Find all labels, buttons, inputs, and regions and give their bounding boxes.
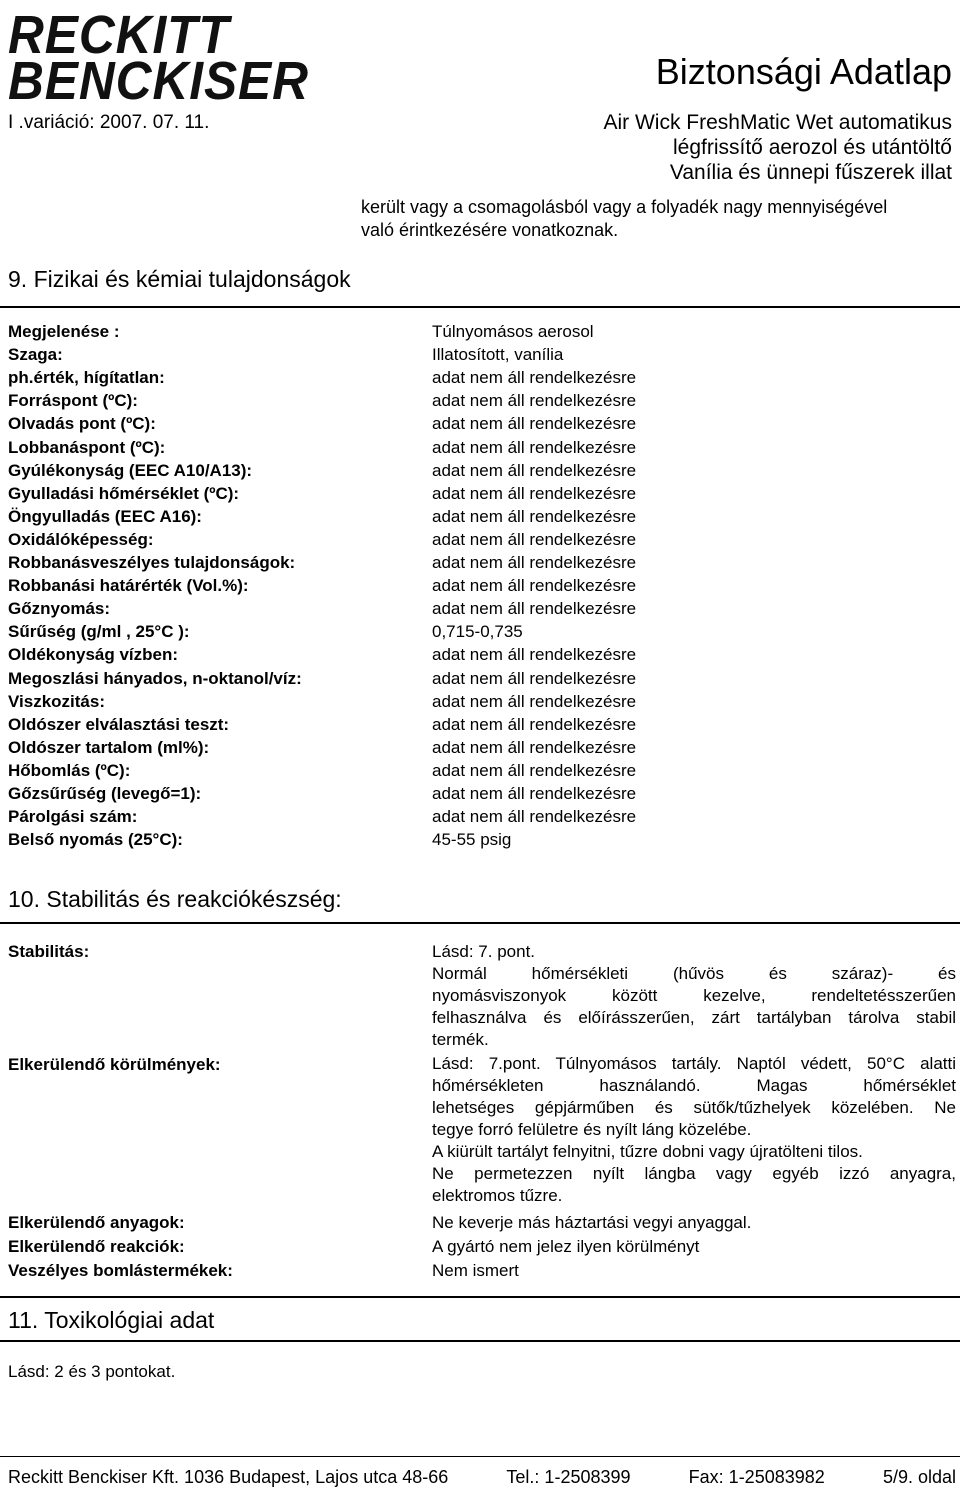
property-value: adat nem áll rendelkezésre — [432, 391, 637, 410]
section-9-title: 9. Fizikai és kémiai tulajdonságok — [8, 266, 351, 292]
property-value: adat nem áll rendelkezésre — [432, 368, 637, 387]
section-11-top-divider — [0, 1296, 960, 1298]
footer-address: Reckitt Benckiser Kft. 1036 Budapest, Lajos utca 48-66 — [8, 1467, 449, 1487]
avoid-conditions-line: lehetséges gépjárműben és sütők/tűzhelyek közelében. Ne — [432, 1098, 956, 1117]
property-label: Oxidálóképesség: — [8, 530, 154, 549]
section-11-text: Lásd: 2 és 3 pontokat. — [8, 1362, 176, 1381]
logo-line-1: RECKITT — [8, 5, 230, 65]
avoid-materials-value: Ne keverje más háztartási vegyi anyaggal. — [432, 1213, 752, 1232]
avoid-materials-label: Elkerülendő anyagok: — [8, 1213, 185, 1232]
property-value: 45-55 psig — [432, 830, 512, 849]
continuation-line: került vagy a csomagolásból vagy a folyadék nagy mennyiségével — [361, 197, 888, 217]
property-value: adat nem áll rendelkezésre — [432, 553, 637, 572]
stability-line: felhasználva és előírásszerűen, zárt tartályban tárolva stabil — [432, 1008, 956, 1027]
property-value: adat nem áll rendelkezésre — [432, 784, 637, 803]
document-title: Biztonsági Adatlap — [655, 51, 952, 92]
hazardous-decomposition-label: Veszélyes bomlástermékek: — [8, 1261, 233, 1280]
property-label: Lobbanáspont (ºC): — [8, 438, 166, 457]
logo-line-2: BENCKISER — [8, 51, 309, 111]
property-value: Illatosított, vanília — [432, 345, 564, 364]
continuation-line: való érintkezésére vonatkoznak. — [361, 220, 619, 240]
property-label: Hőbomlás (ºC): — [8, 761, 131, 780]
property-value: adat nem áll rendelkezésre — [432, 807, 637, 826]
section-9-divider — [0, 306, 960, 308]
section-11-divider — [0, 1340, 960, 1342]
property-value: adat nem áll rendelkezésre — [432, 692, 637, 711]
property-label: Gőzsűrűség (levegő=1): — [8, 784, 202, 803]
property-value: adat nem áll rendelkezésre — [432, 507, 637, 526]
property-value: adat nem áll rendelkezésre — [432, 414, 637, 433]
property-value: adat nem áll rendelkezésre — [432, 669, 637, 688]
property-label: Olvadás pont (ºC): — [8, 414, 156, 433]
avoid-conditions-line: A kiürült tartályt felnyitni, tűzre dobni vagy újratölteni tilos. — [432, 1142, 863, 1161]
stability-line: termék. — [432, 1030, 489, 1049]
property-label: Gyulladási hőmérséklet (ºC): — [8, 484, 240, 503]
property-label: Megjelenése : — [8, 322, 120, 341]
property-label: Megoszlási hányados, n-oktanol/víz: — [8, 669, 302, 688]
property-label: Robbanási határérték (Vol.%): — [8, 576, 249, 595]
avoid-conditions-line: Lásd: 7.pont. Túlnyomásos tartály. Naptól védett, 50°C alatti — [432, 1054, 956, 1073]
property-label: Viszkozitás: — [8, 692, 106, 711]
product-line: Vanília és ünnepi fűszerek illat — [669, 161, 952, 184]
property-label: Sűrűség (g/ml , 25°C ): — [8, 622, 190, 641]
avoid-conditions-value — [432, 1053, 956, 1207]
product-line: légfrissítő aerozol és utántöltő — [673, 136, 952, 159]
property-value: adat nem áll rendelkezésre — [432, 530, 637, 549]
property-label: Belső nyomás (25°C): — [8, 830, 183, 849]
variant-date: I .variáció: 2007. 07. 11. — [8, 112, 210, 133]
avoid-conditions-line: tegye forró felületre és nyílt láng közelébe. — [432, 1120, 752, 1139]
stability-line: Lásd: 7. pont. — [432, 942, 536, 961]
property-value: Túlnyomásos aerosol — [432, 322, 594, 341]
avoid-conditions-line: Ne permetezzen nyílt lángba vagy egyéb izzó anyagra, — [432, 1164, 956, 1183]
section-10-title: 10. Stabilitás és reakciókészség: — [8, 886, 342, 912]
property-value: adat nem áll rendelkezésre — [432, 461, 637, 480]
property-label: Gőznyomás: — [8, 599, 111, 618]
avoid-reactions-label: Elkerülendő reakciók: — [8, 1237, 185, 1256]
section-11-title: 11. Toxikológiai adat — [8, 1307, 215, 1333]
avoid-conditions-line: elektromos tűzre. — [432, 1186, 563, 1205]
stability-label: Stabilitás: — [8, 942, 90, 961]
stability-line: nyomásviszonyok között kezelve, rendeltetésszerűen — [432, 986, 956, 1005]
property-label: Gyúlékonyság (EEC A10/A13): — [8, 461, 253, 480]
property-value: 0,715-0,735 — [432, 622, 523, 641]
footer-divider — [0, 1456, 960, 1457]
property-value: adat nem áll rendelkezésre — [432, 599, 637, 618]
property-label: Oldószer tartalom (ml%): — [8, 738, 210, 757]
product-line: Air Wick FreshMatic Wet automatikus — [603, 111, 952, 134]
property-value: adat nem áll rendelkezésre — [432, 576, 637, 595]
footer-tel: Tel.: 1-2508399 — [506, 1467, 631, 1487]
property-value: adat nem áll rendelkezésre — [432, 715, 637, 734]
property-label: Öngyulladás (EEC A16): — [8, 507, 202, 526]
property-label: Oldószer elválasztási teszt: — [8, 715, 230, 734]
product-name — [603, 110, 952, 185]
footer-page-number: 5/9. oldal — [882, 1467, 956, 1487]
property-label: Robbanásveszélyes tulajdonságok: — [8, 553, 296, 572]
continuation-text — [361, 196, 955, 242]
section-10-divider — [0, 922, 960, 924]
stability-line: Normál hőmérsékleti (hűvös és száraz)- és — [432, 964, 956, 983]
property-value: adat nem áll rendelkezésre — [432, 645, 637, 664]
avoid-reactions-value: A gyártó nem jelez ilyen körülményt — [432, 1237, 700, 1256]
property-label: Forráspont (ºC): — [8, 391, 138, 410]
footer-fax: Fax: 1-25083982 — [688, 1467, 825, 1487]
avoid-conditions-label: Elkerülendő körülmények: — [8, 1055, 221, 1074]
property-label: Párolgási szám: — [8, 807, 138, 826]
property-value: adat nem áll rendelkezésre — [432, 738, 637, 757]
property-label: Oldékonyság vízben: — [8, 645, 179, 664]
property-value: adat nem áll rendelkezésre — [432, 484, 637, 503]
stability-value — [432, 941, 956, 1051]
hazardous-decomposition-value: Nem ismert — [432, 1261, 519, 1280]
property-label: Szaga: — [8, 345, 63, 364]
property-label: ph.érték, hígítatlan: — [8, 368, 165, 387]
property-value: adat nem áll rendelkezésre — [432, 761, 637, 780]
property-value: adat nem áll rendelkezésre — [432, 438, 637, 457]
avoid-conditions-line: hőmérsékleten használandó. Magas hőmérséklet — [432, 1076, 956, 1095]
company-logo — [8, 5, 309, 111]
footer — [8, 1466, 956, 1488]
